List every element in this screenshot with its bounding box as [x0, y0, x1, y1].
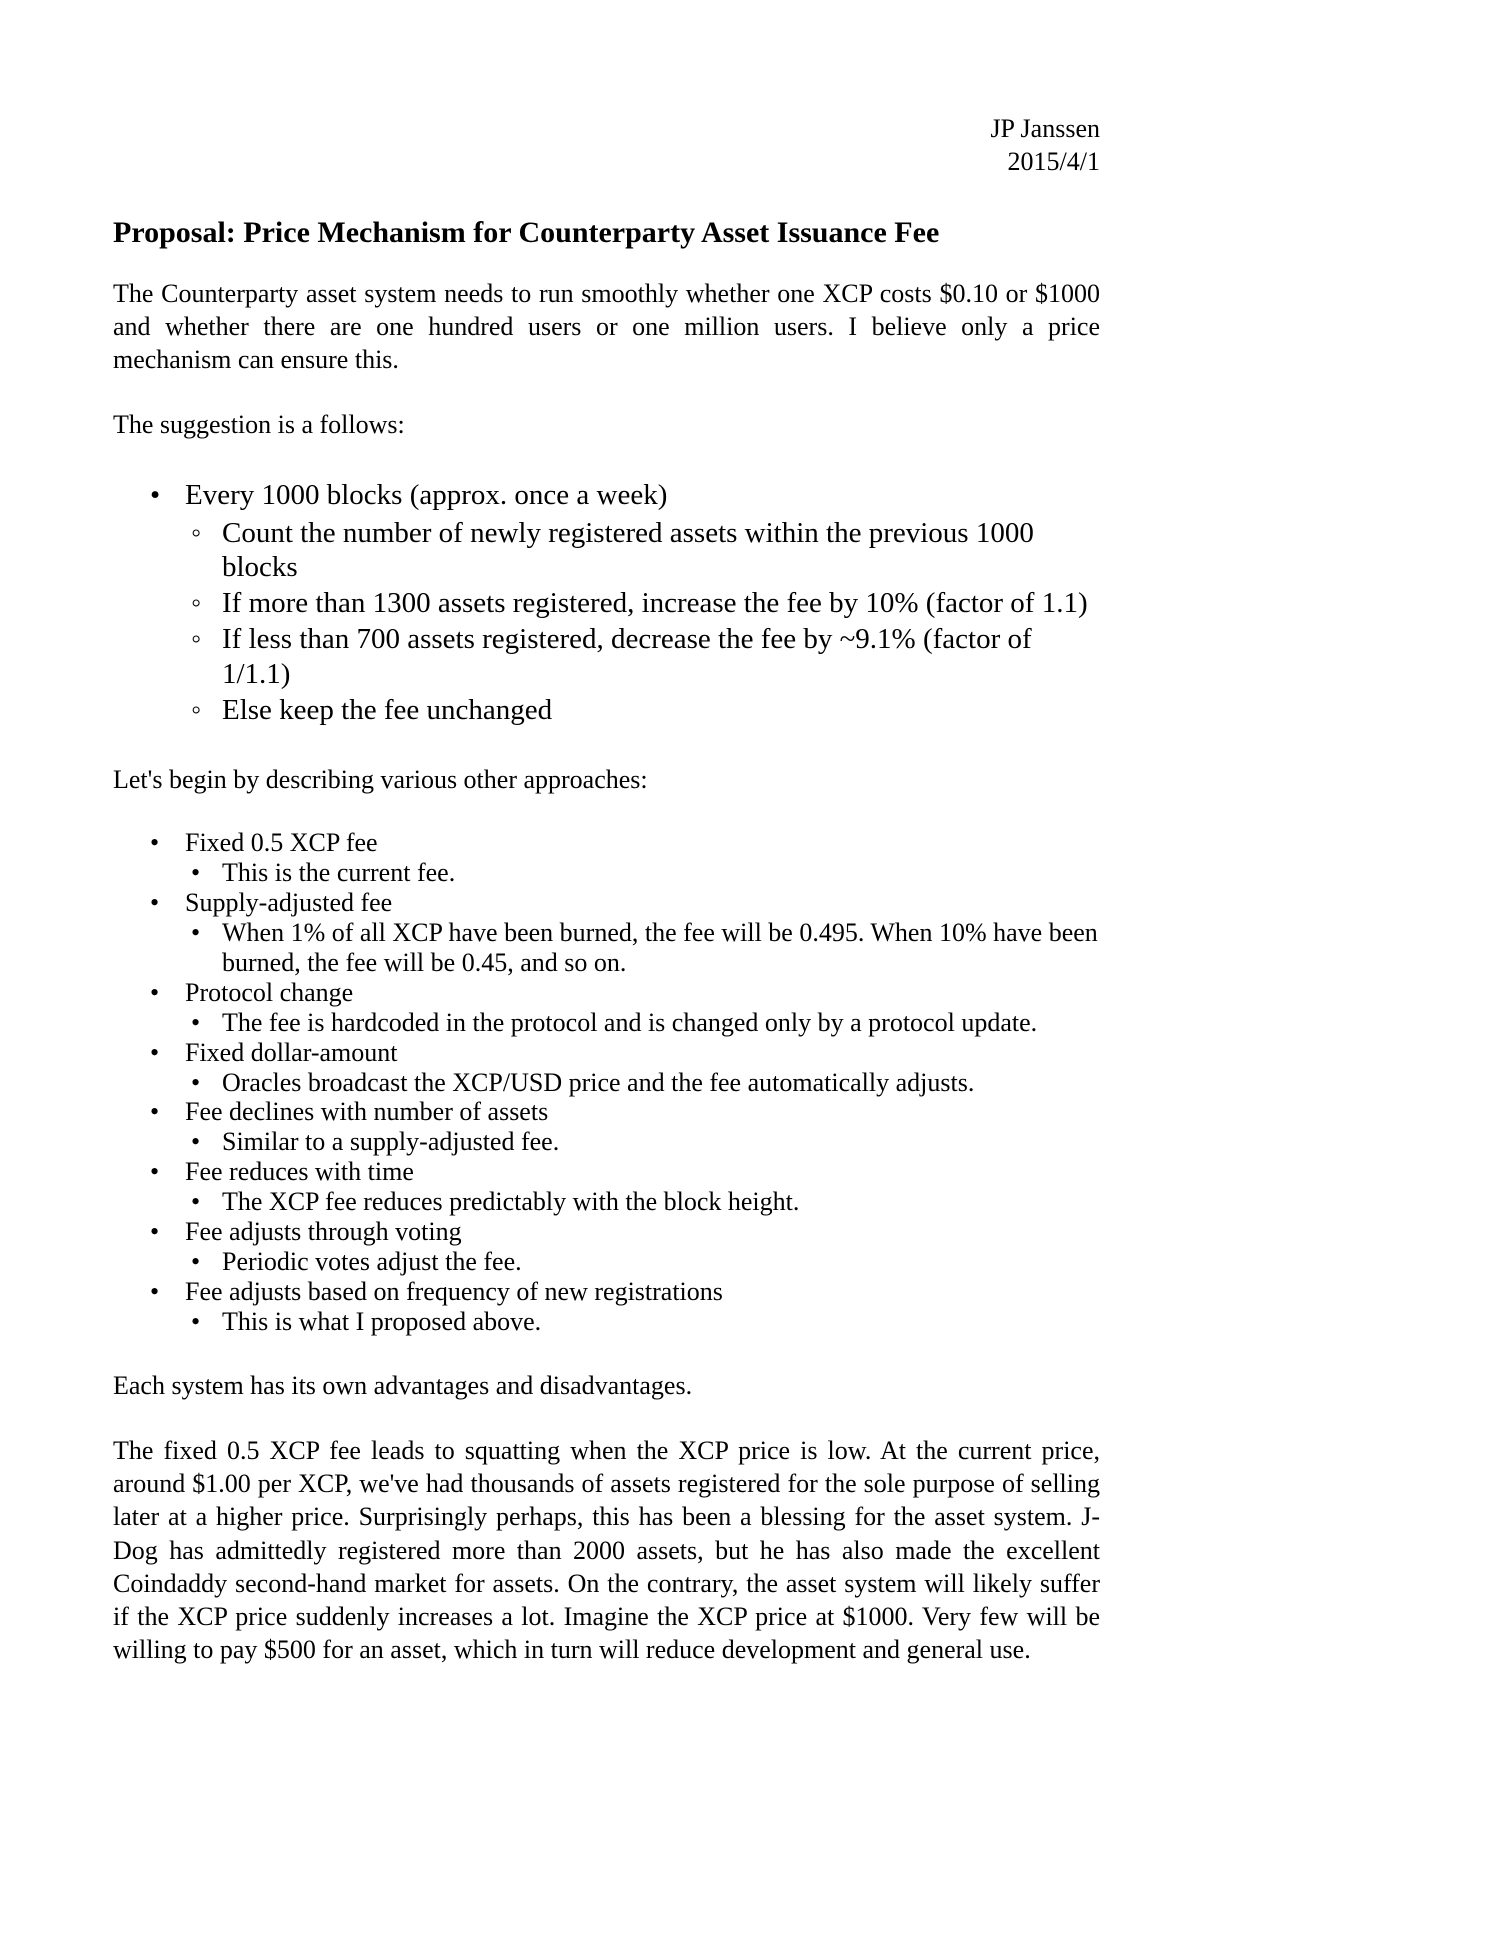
list-item: [113, 1157, 1100, 1217]
author-line: JP Janssen: [990, 114, 1100, 143]
closing-paragraph: Each system has its own advantages and disadvantages.: [113, 1370, 693, 1400]
list-item: [113, 1038, 1100, 1098]
sublist-item: • The XCP fee reduces predictably with the block height.: [113, 1187, 1100, 1217]
list-item-label: • Fee reduces with time: [113, 1157, 1100, 1187]
suggestion-sublist: [113, 516, 1100, 727]
list-item: [113, 828, 1100, 888]
sublist-item: • This is the current fee.: [113, 858, 1100, 888]
list-item-label: • Fixed dollar-amount: [113, 1038, 1100, 1068]
list-item-label: • Supply-adjusted fee: [113, 888, 1100, 918]
document-header: [113, 112, 1100, 179]
suggestion-list: [113, 478, 1100, 728]
sublist-item: • Similar to a supply-adjusted fee.: [113, 1127, 1100, 1157]
approaches-list: [113, 828, 1100, 1336]
list-item-label: • Fixed 0.5 XCP fee: [113, 828, 1100, 858]
list-item: [113, 478, 1100, 728]
sublist-item: ◦ If less than 700 assets registered, decrease the fee by ~9.1% (factor of 1/1.1): [113, 622, 1100, 690]
list-item-label: • Every 1000 blocks (approx. once a week): [113, 478, 1100, 512]
list-item-label: • Fee declines with number of assets: [113, 1097, 1100, 1127]
sublist-item: • When 1% of all XCP have been burned, the fee will be 0.495. When 10% have been burned, the fee will be 0.45, and so on.: [113, 918, 1100, 978]
sublist-item: ◦ Count the number of newly registered assets within the previous 1000 blocks: [113, 516, 1100, 584]
document-title: Proposal: Price Mechanism for Counterparty Asset Issuance Fee: [113, 215, 940, 249]
list-item: [113, 1277, 1100, 1337]
list-item-label: • Protocol change: [113, 978, 1100, 1008]
sublist-item: ◦ If more than 1300 assets registered, increase the fee by 10% (factor of 1.1): [113, 586, 1100, 620]
sublist-item: • This is what I proposed above.: [113, 1307, 1100, 1337]
sublist-item: • Periodic votes adjust the fee.: [113, 1247, 1100, 1277]
date-line: 2015/4/1: [1007, 147, 1100, 177]
approaches-lead: Let's begin by describing various other approaches:: [113, 765, 648, 795]
list-item: [113, 888, 1100, 978]
sublist-item: ◦ Else keep the fee unchanged: [113, 693, 1100, 727]
list-item-label: • Fee adjusts based on frequency of new registrations: [113, 1277, 1100, 1307]
suggestion-lead: The suggestion is a follows:: [113, 410, 405, 440]
sublist-item: • The fee is hardcoded in the protocol and is changed only by a protocol update.: [113, 1008, 1100, 1038]
sublist-item: • Oracles broadcast the XCP/USD price and the fee automatically adjusts.: [113, 1068, 1100, 1098]
list-item: [113, 978, 1100, 1038]
intro-paragraph: The Counterparty asset system needs to run smoothly whether one XCP costs $0.10 or $1000 and whether there are one hundred users or one million users. I believe only a price mechanism can ensure this.: [113, 278, 1100, 375]
final-paragraph: The fixed 0.5 XCP fee leads to squatting when the XCP price is low. At the current price, around $1.00 per XCP, we've had thousands of assets registered for the sole purpose of selling later at a higher price. Surprisingly perhaps, this has been a blessing for the asset system. J-Dog has admittedly registered more than 2000 assets, but he has also made the excellent Coindaddy second-hand market for assets. On the contrary, the asset system will likely suffer if the XCP price suddenly increases a lot. Imagine the XCP price at $1000. Very few will be willing to pay $500 for an asset, which in turn will reduce development and general use.: [113, 1435, 1100, 1665]
list-item-label: • Fee adjusts through voting: [113, 1217, 1100, 1247]
list-item: [113, 1097, 1100, 1157]
list-item: [113, 1217, 1100, 1277]
